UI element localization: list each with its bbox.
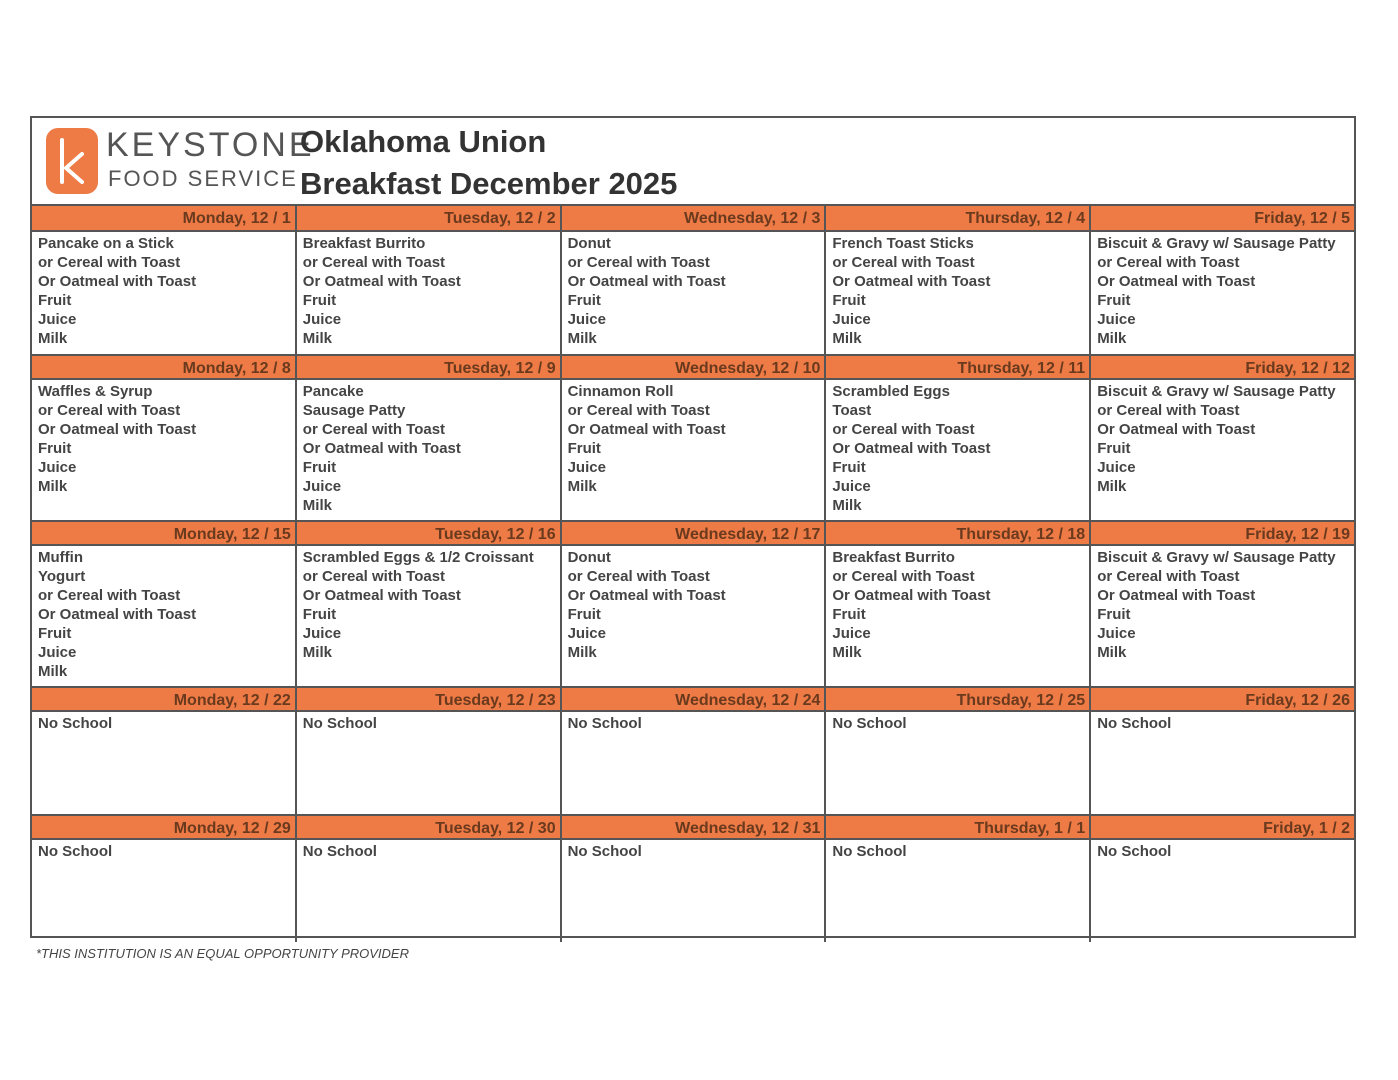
menu-item: Milk — [302, 497, 332, 514]
day-menu — [1091, 840, 1354, 942]
menu-item: Or Oatmeal with Toast — [302, 587, 461, 604]
day-header: Wednesday, 12 / 24 — [562, 686, 825, 712]
day-menu — [1091, 232, 1354, 354]
menu-item: Breakfast Burrito — [302, 235, 426, 252]
menu-title: Breakfast December 2025 — [300, 166, 678, 201]
menu-item: Milk — [567, 330, 597, 347]
day-header: Tuesday, 12 / 16 — [297, 520, 560, 546]
day-menu — [32, 232, 295, 354]
menu-item: Milk — [1097, 644, 1127, 661]
day-cell — [562, 520, 827, 686]
day-menu — [826, 232, 1089, 354]
day-cell — [297, 354, 562, 520]
menu-item: Or Oatmeal with Toast — [1097, 587, 1256, 604]
day-cell — [562, 814, 827, 942]
day-cell — [826, 686, 1091, 814]
menu-item: or Cereal with Toast — [38, 587, 181, 604]
day-cell — [297, 814, 562, 942]
menu-item: Donut — [567, 235, 611, 252]
day-cell — [1091, 686, 1354, 814]
menu-item: Fruit — [567, 606, 601, 623]
school-title: Oklahoma Union — [300, 124, 547, 159]
menu-item: Fruit — [302, 606, 337, 623]
menu-item: Scrambled Eggs & 1/2 Croissant — [302, 549, 534, 566]
day-menu — [297, 546, 560, 686]
day-menu — [1091, 546, 1354, 686]
menu-item: Or Oatmeal with Toast — [567, 421, 726, 438]
day-menu — [297, 712, 560, 814]
menu-sheet — [30, 116, 1356, 938]
day-header: Thursday, 12 / 4 — [826, 206, 1089, 232]
menu-item: Juice — [1097, 625, 1136, 642]
menu-item: Milk — [38, 663, 68, 680]
day-header: Wednesday, 12 / 17 — [562, 520, 825, 546]
day-menu — [826, 546, 1089, 686]
menu-item: Milk — [1097, 478, 1127, 495]
menu-item: Milk — [38, 478, 68, 495]
menu-item: No School — [302, 843, 377, 860]
menu-item: No School — [1097, 715, 1172, 732]
day-cell — [297, 206, 562, 354]
day-header: Friday, 12 / 26 — [1091, 686, 1354, 712]
day-header: Monday, 12 / 22 — [32, 686, 295, 712]
menu-item: Or Oatmeal with Toast — [832, 273, 991, 290]
menu-item: Pancake on a Stick — [38, 235, 174, 252]
menu-item: Or Oatmeal with Toast — [567, 587, 726, 604]
day-cell — [297, 520, 562, 686]
day-menu — [1091, 380, 1354, 520]
menu-item: Fruit — [832, 292, 866, 309]
menu-item: or Cereal with Toast — [1097, 568, 1240, 585]
menu-item: Milk — [38, 330, 68, 347]
menu-item: Biscuit & Gravy w/ Sausage Patty — [1097, 235, 1336, 252]
menu-item: or Cereal with Toast — [567, 254, 710, 271]
menu-item: Scrambled Eggs — [832, 383, 950, 400]
menu-item: Milk — [832, 644, 862, 661]
day-cell — [1091, 354, 1354, 520]
menu-item: or Cereal with Toast — [832, 421, 975, 438]
keystone-logo-icon — [46, 128, 98, 194]
menu-item: Juice — [302, 311, 342, 328]
menu-item: Muffin — [38, 549, 83, 566]
day-header: Monday, 12 / 1 — [32, 206, 295, 232]
day-cell — [32, 520, 297, 686]
menu-item: Pancake — [302, 383, 364, 400]
menu-item: Or Oatmeal with Toast — [38, 606, 197, 623]
menu-item: Juice — [567, 311, 606, 328]
menu-item: Fruit — [38, 440, 72, 457]
day-menu — [1091, 712, 1354, 814]
day-menu — [562, 232, 825, 354]
menu-item: Or Oatmeal with Toast — [1097, 421, 1256, 438]
menu-item: or Cereal with Toast — [302, 254, 446, 271]
day-menu — [297, 840, 560, 942]
menu-item: No School — [567, 843, 642, 860]
week-row — [32, 686, 1354, 814]
menu-item: Juice — [832, 478, 871, 495]
day-menu — [32, 712, 295, 814]
menu-item: Juice — [567, 625, 606, 642]
day-header: Friday, 12 / 12 — [1091, 354, 1354, 380]
menu-item: Fruit — [38, 292, 72, 309]
brand-subtitle: FOOD SERVICE — [108, 166, 298, 191]
day-header: Monday, 12 / 15 — [32, 520, 295, 546]
menu-item: Fruit — [38, 625, 72, 642]
day-cell — [1091, 206, 1354, 354]
menu-item: Fruit — [1097, 440, 1131, 457]
menu-item: No School — [38, 715, 113, 732]
day-menu — [32, 546, 295, 686]
day-cell — [826, 354, 1091, 520]
day-cell — [32, 686, 297, 814]
week-row — [32, 354, 1354, 520]
menu-item: Juice — [38, 311, 77, 328]
day-cell — [826, 520, 1091, 686]
menu-item: Or Oatmeal with Toast — [832, 440, 991, 457]
menu-item: Or Oatmeal with Toast — [38, 421, 197, 438]
menu-item: Biscuit & Gravy w/ Sausage Patty — [1097, 549, 1336, 566]
menu-item: Milk — [567, 478, 597, 495]
menu-item: Milk — [1097, 330, 1127, 347]
menu-item: Juice — [38, 644, 77, 661]
menu-item: Cinnamon Roll — [567, 383, 674, 400]
brand-name: KEYSTONE — [106, 126, 315, 164]
menu-item: Sausage Patty — [302, 402, 406, 419]
menu-item: No School — [832, 715, 907, 732]
menu-item: Juice — [38, 459, 77, 476]
menu-item: Yogurt — [38, 568, 86, 585]
day-header: Monday, 12 / 29 — [32, 814, 295, 840]
menu-item: or Cereal with Toast — [302, 421, 446, 438]
week-row — [32, 520, 1354, 686]
menu-item: Fruit — [567, 292, 601, 309]
day-menu — [297, 380, 560, 520]
menu-item: or Cereal with Toast — [832, 254, 975, 271]
day-menu — [562, 546, 825, 686]
menu-item: Juice — [1097, 459, 1136, 476]
day-header: Thursday, 1 / 1 — [826, 814, 1089, 840]
day-menu — [562, 712, 825, 814]
day-header: Tuesday, 12 / 23 — [297, 686, 560, 712]
menu-item: or Cereal with Toast — [567, 402, 710, 419]
menu-item: or Cereal with Toast — [38, 402, 181, 419]
menu-item: or Cereal with Toast — [38, 254, 181, 271]
day-cell — [297, 686, 562, 814]
menu-item: Milk — [832, 330, 862, 347]
menu-item: Juice — [302, 478, 342, 495]
day-header: Wednesday, 12 / 31 — [562, 814, 825, 840]
menu-item: Or Oatmeal with Toast — [302, 273, 461, 290]
day-cell — [1091, 520, 1354, 686]
day-cell — [562, 206, 827, 354]
menu-item: or Cereal with Toast — [832, 568, 975, 585]
day-header: Wednesday, 12 / 3 — [562, 206, 825, 232]
menu-item: or Cereal with Toast — [567, 568, 710, 585]
menu-item: or Cereal with Toast — [302, 568, 446, 585]
day-cell — [32, 354, 297, 520]
menu-item: Waffles & Syrup — [38, 383, 153, 400]
menu-item: Donut — [567, 549, 611, 566]
menu-item: Juice — [832, 625, 871, 642]
menu-item: Fruit — [1097, 606, 1131, 623]
day-header: Tuesday, 12 / 9 — [297, 354, 560, 380]
menu-item: Or Oatmeal with Toast — [832, 587, 991, 604]
menu-item: Fruit — [1097, 292, 1131, 309]
week-row — [32, 206, 1354, 354]
menu-item: Juice — [567, 459, 606, 476]
menu-item: French Toast Sticks — [832, 235, 974, 252]
day-cell — [826, 206, 1091, 354]
menu-item: Juice — [1097, 311, 1136, 328]
menu-item: Fruit — [302, 292, 337, 309]
day-header: Monday, 12 / 8 — [32, 354, 295, 380]
day-cell — [1091, 814, 1354, 942]
menu-item: Milk — [832, 497, 862, 514]
day-menu — [562, 840, 825, 942]
day-header: Friday, 1 / 2 — [1091, 814, 1354, 840]
day-header: Thursday, 12 / 11 — [826, 354, 1089, 380]
day-menu — [32, 840, 295, 942]
day-header: Wednesday, 12 / 10 — [562, 354, 825, 380]
day-header: Friday, 12 / 19 — [1091, 520, 1354, 546]
menu-item: No School — [567, 715, 642, 732]
day-menu — [826, 712, 1089, 814]
day-cell — [32, 206, 297, 354]
menu-item: Fruit — [832, 459, 866, 476]
day-header: Tuesday, 12 / 2 — [297, 206, 560, 232]
menu-item: Toast — [832, 402, 872, 419]
day-menu — [32, 380, 295, 520]
menu-item: Fruit — [567, 440, 601, 457]
footer-note: *THIS INSTITUTION IS AN EQUAL OPPORTUNITY PROVIDER — [36, 946, 409, 961]
menu-item: Or Oatmeal with Toast — [302, 440, 461, 457]
day-cell — [32, 814, 297, 942]
menu-item: No School — [1097, 843, 1172, 860]
day-menu — [297, 232, 560, 354]
menu-item: Or Oatmeal with Toast — [38, 273, 197, 290]
menu-item: No School — [38, 843, 113, 860]
menu-item: Or Oatmeal with Toast — [1097, 273, 1256, 290]
menu-item: Or Oatmeal with Toast — [567, 273, 726, 290]
day-cell — [562, 686, 827, 814]
menu-item: or Cereal with Toast — [1097, 402, 1240, 419]
menu-item: No School — [832, 843, 907, 860]
menu-item: No School — [302, 715, 377, 732]
day-header: Friday, 12 / 5 — [1091, 206, 1354, 232]
menu-item: or Cereal with Toast — [1097, 254, 1240, 271]
day-cell — [826, 814, 1091, 942]
calendar-grid — [32, 206, 1354, 942]
menu-item: Milk — [302, 330, 332, 347]
menu-item: Fruit — [302, 459, 337, 476]
day-menu — [826, 840, 1089, 942]
menu-item: Milk — [567, 644, 597, 661]
day-menu — [826, 380, 1089, 520]
menu-item: Milk — [302, 644, 332, 661]
menu-item: Fruit — [832, 606, 866, 623]
day-header: Tuesday, 12 / 30 — [297, 814, 560, 840]
day-header: Thursday, 12 / 25 — [826, 686, 1089, 712]
menu-item: Biscuit & Gravy w/ Sausage Patty — [1097, 383, 1336, 400]
menu-header — [32, 118, 1354, 206]
day-cell — [562, 354, 827, 520]
week-row — [32, 814, 1354, 942]
day-header: Thursday, 12 / 18 — [826, 520, 1089, 546]
menu-item: Breakfast Burrito — [832, 549, 955, 566]
menu-item: Juice — [302, 625, 342, 642]
menu-item: Juice — [832, 311, 871, 328]
day-menu — [562, 380, 825, 520]
